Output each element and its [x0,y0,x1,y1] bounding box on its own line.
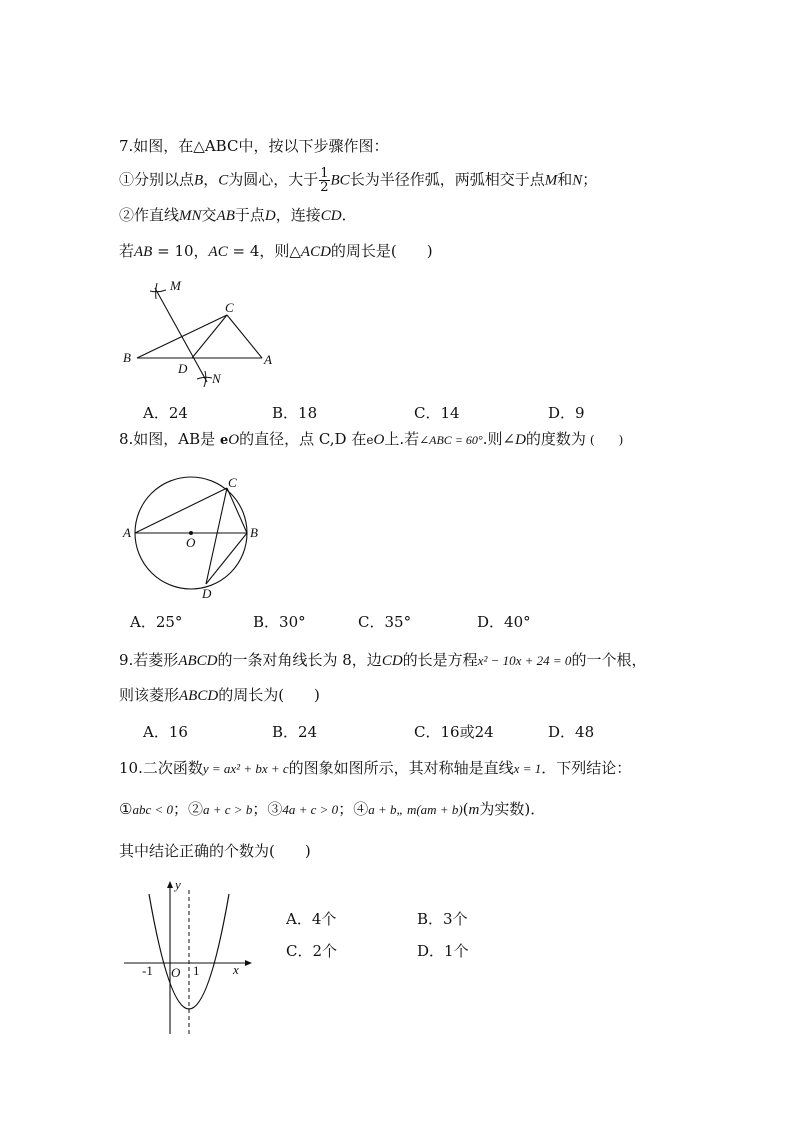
q7-label-c: C [225,300,234,315]
q7-stem-text: 7.如图，在△ABC中，按以下步骤作图： [119,137,389,155]
q7-step2-period: ． [341,206,357,224]
q9-option-c[interactable]: C．16或24 [414,723,494,741]
q10-conclusion-4: a + b„ m(am + b) [368,802,463,817]
q8-chord-cd [206,488,227,584]
q8-stem-text4: .则 [482,430,503,448]
q7-step1-text2: 为圆心，大于 [228,170,319,189]
q10-parabola-figure [120,874,260,1039]
q7-cond-ab-value: = 10， [152,242,209,260]
q10-option-d[interactable]: D．1个 [417,942,469,960]
q7-option-a[interactable]: A．24 [143,404,188,422]
q7-option-c[interactable]: C．14 [414,404,460,422]
q7-step1-text3: 长为半径作弧，两弧相交于点 [349,170,545,189]
q8-stem-text: 8.如图，AB是 [119,430,216,448]
q9-line1 [119,650,646,671]
q7-step1-and: 和 [557,170,573,189]
q7-cond-triangle: △ACD [289,244,331,260]
q8-stem [119,429,623,451]
q7-step1-semicolon: ； [582,170,598,189]
q8-label-o: O [186,535,196,550]
q7-condition [119,241,433,262]
q7-cond-ab: AB [134,244,153,260]
q9-line2 [119,685,320,706]
q9-stem-text: 9.若菱形 [119,651,179,669]
q8-circle-symbol2: e [366,433,374,447]
q7-step1 [119,167,597,194]
q8-stem-text5: 的度数为 [525,430,586,448]
q7-stem [119,136,388,156]
q7-label-d: D [178,361,188,376]
q9-rhombus-abcd: ABCD [178,653,218,669]
q10-paren-open: ( [462,800,469,818]
q9-option-b[interactable]: B．24 [272,723,318,741]
q8-stem-text2: 的直径，点 C,D 在 [239,430,367,448]
q9-option-d[interactable]: D．48 [548,723,595,741]
q10-c2-mark: ；② [173,800,204,818]
q7-step1-comma: ， [203,170,219,189]
q8-angle-d: ∠D [502,432,526,448]
q10-stem-text2: 的图象如图所示，其对称轴是直线 [288,759,514,777]
q8-option-a[interactable]: A．25° [130,613,183,631]
q10-label-x: x [233,962,239,977]
q7-cond-ac-value: = 4，则 [227,242,290,260]
q7-option-d[interactable]: D．9 [548,404,585,422]
q10-c1-mark: ① [119,800,133,818]
q9-line2-text: 则该菱形 [119,686,180,704]
q7-cond-text: 若 [119,242,135,260]
q10-option-c[interactable]: C．2个 [286,942,338,960]
q8-circle-o2: O [373,432,385,448]
q7-step2-text3: 于点 [234,206,265,224]
q10-line1 [119,758,631,779]
q10-stem-text3: ．下列结论： [541,759,632,777]
q10-option-a[interactable]: A．4个 [286,910,337,928]
q7-frac-numerator: 1 [320,166,329,181]
q10-var-m: m [468,802,480,818]
q7-step2-text2: 交 [201,206,217,224]
q9-line2-question: 的周长为( ) [218,686,320,704]
q7-triangle-figure [115,275,285,395]
q7-step1-point-b: B [194,172,204,189]
q8-circle-symbol: e [219,433,229,448]
q8-option-c[interactable]: C．35° [358,613,412,631]
q10-line3 [119,841,311,861]
q7-arc-m [150,290,166,292]
q7-label-b: B [123,350,131,365]
q8-answer-blank: ( ) [589,433,624,447]
q7-cond-ac: AC [208,244,228,260]
q7-half-fraction [319,167,329,194]
q7-step1-point-m: M [544,172,558,189]
q10-conclusion-3: 4a + c > 0 [282,802,339,817]
q10-function: y = ax² + bx + c [202,761,289,776]
q8-label-a: A [123,525,131,540]
q8-label-d: D [202,586,212,601]
q7-step2-text4: ，连接 [275,206,321,224]
q10-label-y: y [175,877,181,892]
q7-segment-ca [227,315,262,358]
q8-chord-ac [135,488,227,533]
q8-circle-figure [118,474,268,604]
q8-option-b[interactable]: B．30° [253,613,306,631]
q10-y-arrow [167,881,173,888]
q7-option-b[interactable]: B．18 [272,404,318,422]
q7-step2 [119,205,357,226]
q7-step1-point-c: C [218,172,229,189]
q10-option-b[interactable]: B．3个 [417,910,468,928]
q7-step2-text: ②作直线 [119,206,180,224]
q8-circle-o: O [228,432,240,448]
q7-step2-mn: MN [179,208,202,224]
q8-stem-text3: 上.若 [384,430,420,448]
q7-step2-ab: AB [216,208,235,224]
q10-label-neg1: -1 [142,963,153,978]
q10-question: 其中结论正确的个数为( ) [119,842,311,860]
q9-stem-text4: 的一个根， [571,651,647,669]
q9-equation: x² − 10x + 24 = 0 [477,653,572,668]
q7-step1-point-n: N [572,172,583,189]
q7-label-m: M [170,278,181,293]
q10-stem-text: 10.二次函数 [119,759,203,777]
q7-label-a: A [264,352,272,367]
q9-rhombus-abcd2: ABCD [179,688,219,704]
q7-cond-question: 的周长是( ) [330,242,433,260]
q8-label-b: B [250,525,258,540]
q7-label-n: N [212,371,221,386]
q10-axis-x1: x = 1 [513,761,542,776]
q7-segment-cd [192,315,227,358]
q7-step1-bc: BC [330,172,350,189]
q9-stem-text2: 的一条对角线长为 8，边 [217,651,382,669]
q10-x-arrow [245,960,252,966]
q10-c3-mark: ；③ [252,800,283,818]
q10-label-1: 1 [193,963,200,978]
q7-frac-denominator: 2 [320,180,329,195]
q8-option-d[interactable]: D．40° [477,613,531,631]
q9-side-cd: CD [381,653,403,669]
q10-conclusion-2: a + c > b [203,802,253,817]
q10-label-o: O [171,965,181,980]
q7-step2-cd: CD [320,208,342,224]
q8-chord-cb [227,488,247,533]
q9-stem-text3: 的长是方程 [402,651,478,669]
q10-conclusion-1: abc < 0 [132,802,173,817]
q10-real-note: 为实数)． [479,800,546,818]
q7-step2-point-d: D [264,208,276,224]
q10-line2 [119,799,545,820]
q10-c4-mark: ；④ [338,800,369,818]
q8-label-c: C [228,475,237,490]
q7-step1-text: ①分别以点 [119,170,195,189]
q8-angle-abc: ∠ABC = 60° [419,433,483,447]
q9-option-a[interactable]: A．16 [143,723,188,741]
